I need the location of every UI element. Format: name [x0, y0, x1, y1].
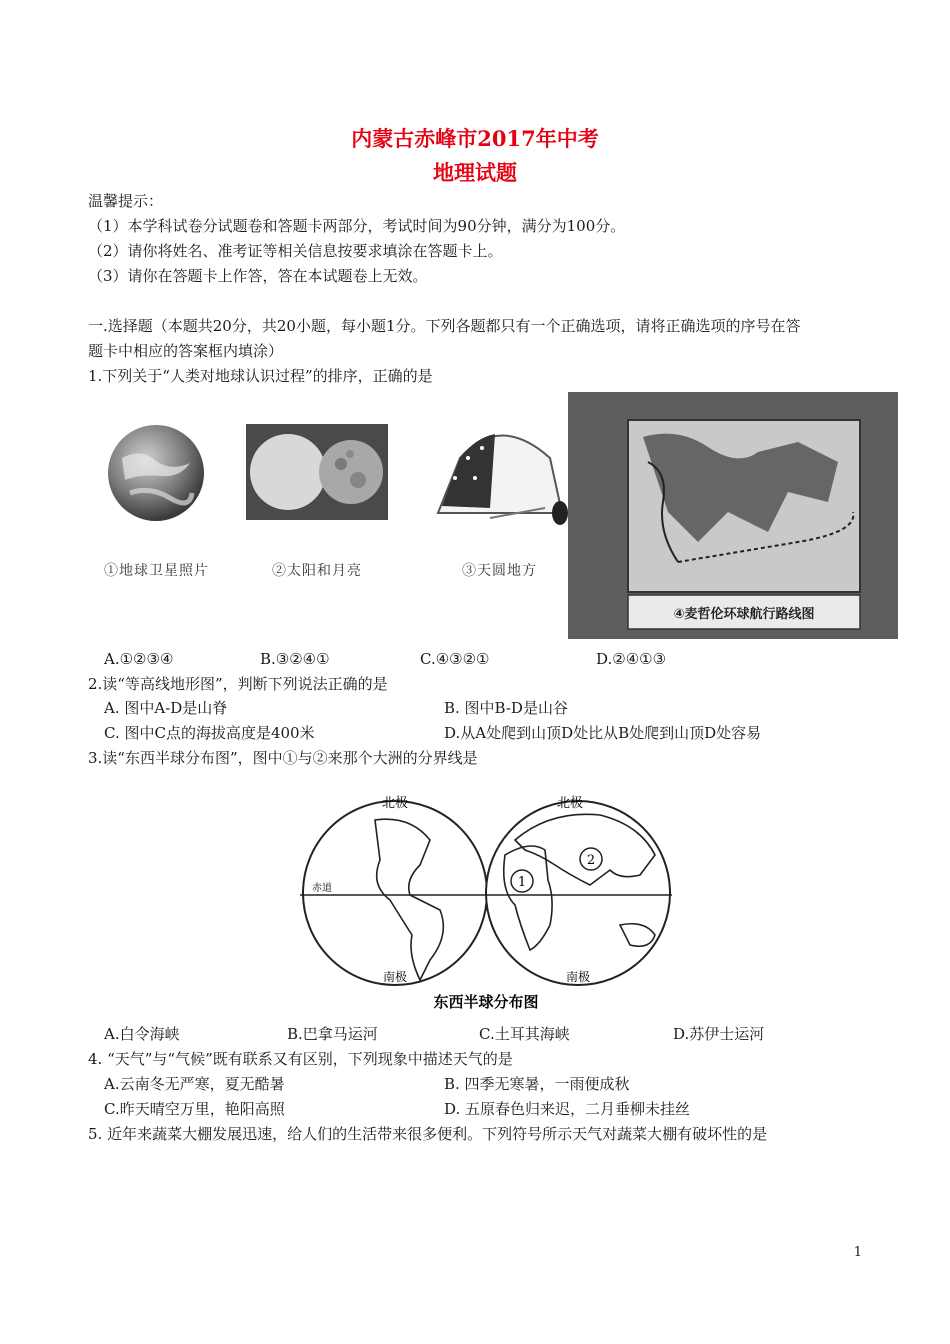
north-pole-label: 北极	[381, 796, 409, 811]
option-a: A.①②③④	[104, 650, 174, 668]
page-title: 内蒙古赤峰市2017年中考	[351, 126, 599, 151]
figure-caption: ③天圆地方	[462, 563, 537, 579]
option-d: D.苏伊士运河	[673, 1025, 765, 1043]
magellan-route-map	[568, 392, 898, 639]
marker-1: 1	[517, 875, 527, 890]
option-a: A. 图中A-D是山脊	[104, 699, 228, 717]
hemispheres-map	[300, 785, 672, 1017]
sun-moon-image	[246, 424, 388, 520]
magellan-caption: ④麦哲伦环球航行路线图	[673, 607, 815, 622]
option-d: D.②④①③	[596, 650, 667, 668]
round-sky-square-earth-image	[430, 418, 575, 533]
tip-item: （2）请你将姓名、准考证等相关信息按要求填涂在答题卡上。	[88, 242, 503, 260]
figure-caption: ①地球卫星照片	[104, 563, 209, 579]
tips-heading: 温馨提示：	[88, 192, 164, 210]
option-b: B. 图中B-D是山谷	[444, 699, 568, 717]
page-number: 1	[853, 1245, 862, 1260]
earth-satellite-image	[100, 418, 212, 528]
option-c: C.昨天晴空万里，艳阳高照	[104, 1100, 285, 1118]
option-d: D.从A处爬到山顶D处比从B处爬到山顶D处容易	[444, 724, 762, 742]
option-b: B. 四季无寒暑，一雨便成秋	[444, 1075, 630, 1093]
question-4-stem: 4. “天气”与“气候”既有联系又有区别，下列现象中描述天气的是	[88, 1050, 513, 1068]
marker-2: 2	[586, 853, 596, 868]
map-caption: 东西半球分布图	[433, 993, 539, 1011]
section-intro: 一.选择题（本题共20分，共20小题，每小题1分。下列各题都只有一个正确选项，请将正确选项的序号在答	[88, 317, 801, 335]
north-pole-label: 北极	[556, 796, 584, 811]
option-c: C.土耳其海峡	[479, 1025, 570, 1043]
south-pole-label: 南极	[565, 970, 591, 984]
question-2-stem: 2.读“等高线地形图”，判断下列说法正确的是	[88, 675, 388, 693]
page-subtitle: 地理试题	[433, 160, 517, 185]
option-b: B.③②④①	[260, 650, 330, 668]
section-intro: 题卡中相应的答案框内填涂）	[88, 342, 284, 360]
tip-item: （3）请你在答题卡上作答，答在本试题卷上无效。	[88, 267, 428, 285]
figure-caption: ②太阳和月亮	[272, 563, 362, 579]
option-b: B.巴拿马运河	[287, 1025, 378, 1043]
question-1-stem: 1.下列关于“人类对地球认识过程”的排序，正确的是	[88, 367, 433, 385]
tip-item: （1）本学科试卷分试题卷和答题卡两部分，考试时间为90分钟，满分为100分。	[88, 217, 626, 235]
option-c: C.④③②①	[420, 650, 490, 668]
question-5-stem: 5. 近年来蔬菜大棚发展迅速，给人们的生活带来很多便利。下列符号所示天气对蔬菜大棚有破坏性的是	[88, 1125, 768, 1143]
option-c: C. 图中C点的海拔高度是400米	[104, 724, 315, 742]
equator-label: 赤道	[312, 883, 332, 894]
question-3-stem: 3.读“东西半球分布图”，图中①与②来那个大洲的分界线是	[88, 749, 478, 767]
option-a: A.白令海峡	[104, 1025, 180, 1043]
option-d: D. 五原春色归来迟，二月垂柳未挂丝	[444, 1100, 691, 1118]
option-a: A.云南冬无严寒，夏无酷暑	[104, 1075, 285, 1093]
south-pole-label: 南极	[382, 970, 408, 984]
